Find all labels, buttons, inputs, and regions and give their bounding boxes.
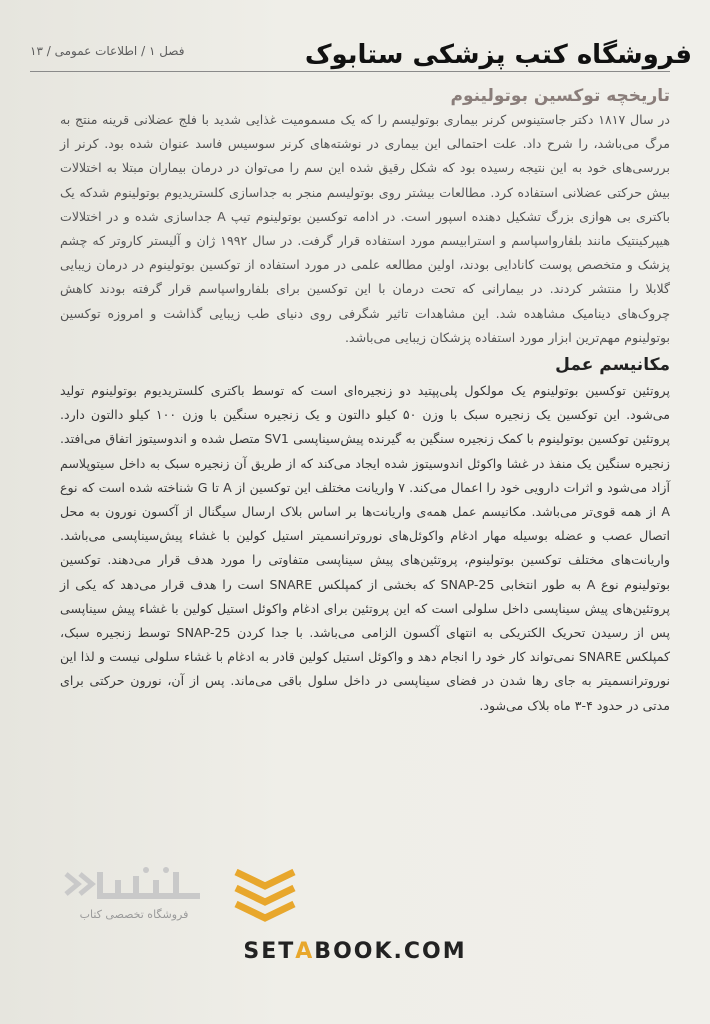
- section-heading-mechanism: مکانیسم عمل: [555, 355, 670, 375]
- setabook-mark-icon: [232, 862, 298, 928]
- mechanism-paragraph: پروتئین توکسین بوتولینوم یک مولکول پلی‌پپتید دو زنجیره‌ای است که توسط باکتری کلستریدیوم بوتولینوم تولید می‌شود. این توکسین یک زنجیره سبک با وزن ۵۰ کیلو دالتون و یک زنجیره سنگین با وزن ۱۰۰ کیلو دالتون دارد. پروتئین توکسین بوتولینوم با کمک زنجیره سنگین به گیرنده پیش‌سیناپسی SV1 متصل شده و اندوسیتوز اتفاق می‌افتد. زنجیره سنگین یک منفذ در غشا واکوئل اندوسیتوز شده ایجاد می‌کند که از طریق آن زنجیره سبک به داخل سیتوپلاسم آزاد می‌شود و اثرات دارویی خود را اعمال می‌کند. ۷ واریانت مختلف این توکسین از A تا G شناخته شده است که نوع A از همه قوی‌تر می‌باشد. مکانیسم عمل همه‌ی واریانت‌ها بر اساس بلاک ارسال سیگنال از آکسون نورون به محل اتصال عصب و عضله بوسیله مهار ادغام واکوئل‌های نوروترانسمیتر استیل کولین با غشاء پیش‌سیناپسی می‌باشد. واریانت‌های مختلف توکسین بوتولینوم، پروتئین‌های پیش سیناپسی متفاوتی را مورد هدف قرار می‌دهند. توکسین بوتولینوم نوع A به طور انتخابی SNAP-25 که بخشی از کمپلکس SNARE است را هدف قرار می‌دهد که یکی از پروتئین‌های پیش سیناپسی داخل سلولی است که این پروتئین برای ادغام واکوئل استیل کولین با غشاء پیش سیناپسی پس از رسیدن تحریک الکتریکی به انتهای آکسون الزامی می‌باشد. با جدا کردن SNAP-25 توسط زنجیره سبک، کمپلکس SNARE نمی‌تواند کار خود را انجام دهد و واکوئل استیل کولین قادر به ادغام با غشاء سلولی نیست و لذا این نوروترانسمیتر به جای رها شدن در فضای سیناپسی در داخل سلول باقی می‌ماند. پس از آن، نورون حرکتی برای مدتی در حدود ۴-۳ ماه بلاک می‌شود.: [60, 383, 671, 713]
- history-paragraph: در سال ۱۸۱۷ دکتر جاستینوس کرنر بیماری بوتولیسم را که یک مسمومیت غذایی شدید با فلج عضلانی قرینه منتج به مرگ می‌باشد، را شرح داد. علت احتمالی این بیماری در نوشته‌های کرنر سوسیس فاسد عنوان شده بود. کرنر از بررسی‌های خود به این نتیجه رسیده بود که شکل رقیق شده این سم را می‌توان در درمان بیماران مبتلا به اختلالات بیش حرکتی عضلانی استفاده کرد. مطالعات بیشتر روی بوتولیسم منجر به جداسازی کلستریدیوم بوتولینوم شدکه یک باکتری بی هوازی بزرگ تشکیل دهنده اسپور است. در ادامه توکسین بوتولینوم تیپ A جداسازی شده و در اختلالات هیپرکینتیک مانند بلفارواسپاسم و استرابیسم مورد استفاده قرار گرفت. در سال ۱۹۹۲ ژان و آلیستر کاروتر که چشم پزشک و متخصص پوست کانادایی بودند، اولین مطالعه علمی در مورد استفاده از توکسین بوتولینوم در درمان زیبایی گلابلا را منتشر کردند. در بیمارانی که تحت درمان با این توکسین برای بلفاروا‌سپاسم قرار گرفته بودند کاهش چروک‌های دینامیک مشاهده شد. این مشاهدات تاثیر شگرفی روی دنیای طب زیبایی گذاشت و امروزه توکسین بوتولینوم مهم‌ترین ابزار مورد استفاده پزشکان زیبایی می‌باشد.: [60, 112, 671, 345]
- section-heading-history: تاریخچه توکسین بوتولینوم: [450, 86, 670, 106]
- setabook-wordmark-icon: [60, 862, 210, 932]
- store-title: فروشگاه کتب پزشکی ستابوک: [304, 40, 692, 70]
- setabook-logo: [60, 862, 310, 932]
- logo-subtitle: فروشگاه تخصصی کتاب: [79, 908, 189, 921]
- site-url[interactable]: SETABOOK.COM: [243, 939, 467, 964]
- header-divider: [30, 71, 670, 72]
- url-accent: A: [295, 939, 315, 964]
- running-header: فصل ۱ / اطلاعات عمومی / ۱۳: [30, 44, 185, 58]
